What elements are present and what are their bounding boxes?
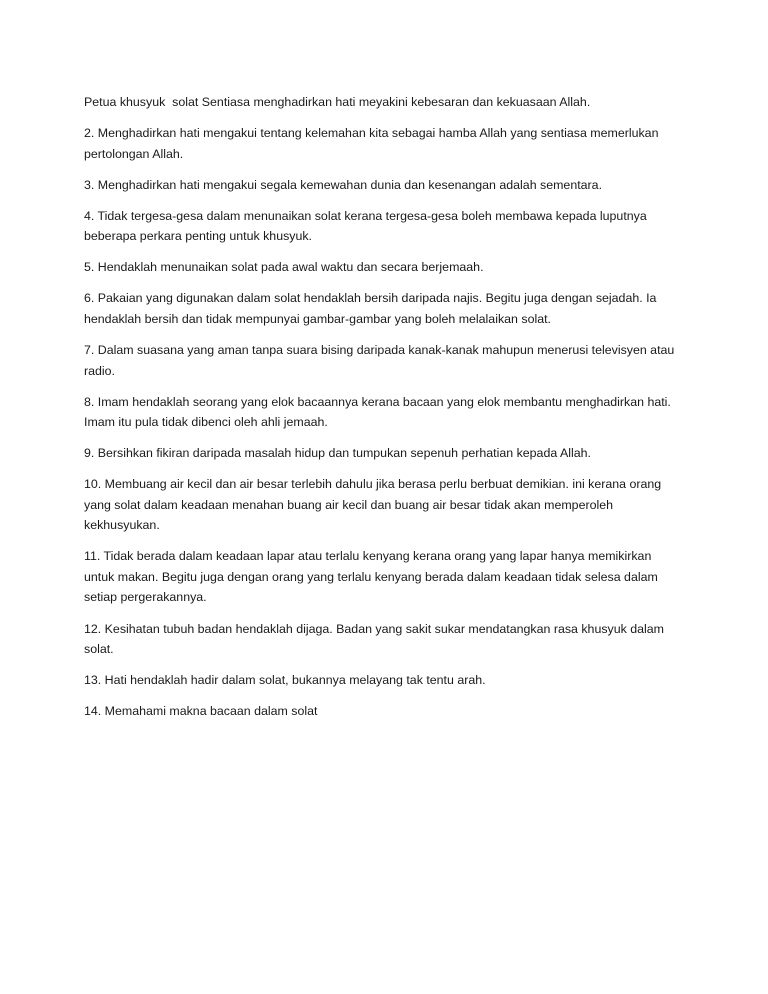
paragraph-3: 3. Menghadirkan hati mengakui segala kemewahan dunia dan kesenangan adalah sementara. <box>84 177 603 192</box>
paragraph-10: 10. Membuang air kecil dan air besar terlebih dahulu jika berasa perlu berbuat demikian. ini kerana orang yang solat dalam keadaan menahan buang air kecil dan buang air besar tidak akan memperoleh kekhusyukan. <box>84 477 665 533</box>
paragraph-6: 6. Pakaian yang digunakan dalam solat hendaklah bersih daripada najis. Begitu juga dengan sejadah. Ia hendaklah bersih dan tidak mempunyai gambar-gambar yang boleh melalaikan solat. <box>84 291 660 326</box>
paragraph-13: 13. Hati hendaklah hadir dalam solat, bukannya melayang tak tentu arah. <box>84 673 486 688</box>
paragraph-1: Petua khusyuk solat Sentiasa menghadirkan hati meyakini kebesaran dan kekuasaan Allah. <box>84 95 591 109</box>
paragraph-12: 12. Kesihatan tubuh badan hendaklah dijaga. Badan yang sakit sukar mendatangkan rasa khusyuk dalam solat. <box>84 621 668 657</box>
paragraph-9: 9. Bersihkan fikiran daripada masalah hidup dan tumpukan sepenuh perhatian kepada Allah. <box>84 446 591 461</box>
paragraph-2: 2. Menghadirkan hati mengakui tentang kelemahan kita sebagai hamba Allah yang sentiasa memerlukan pertolongan Allah. <box>84 126 662 161</box>
paragraph-14: 14. Memahami makna bacaan dalam solat <box>84 704 318 719</box>
paragraph-4: 4. Tidak tergesa-gesa dalam menunaikan solat kerana tergesa-gesa boleh membawa kepada luputnya beberapa perkara penting untuk khusyuk. <box>84 208 651 244</box>
paragraph-7: 7. Dalam suasana yang aman tanpa suara bising daripada kanak-kanak mahupun menerusi televisyen atau radio. <box>84 343 678 378</box>
paragraph-8: 8. Imam hendaklah seorang yang elok bacaannya kerana bacaan yang elok membantu menghadirkan hati. Imam itu pula tidak dibenci oleh ahli jemaah. <box>84 394 675 430</box>
paragraph-11: 11. Tidak berada dalam keadaan lapar atau terlalu kenyang kerana orang yang lapar hanya memikirkan untuk makan. Begitu juga dengan orang yang terlalu kenyang berada dalam keadaan tidak selesa dalam setiap pergerakannya. <box>84 549 662 605</box>
paragraph-5: 5. Hendaklah menunaikan solat pada awal waktu dan secara berjemaah. <box>84 260 484 275</box>
